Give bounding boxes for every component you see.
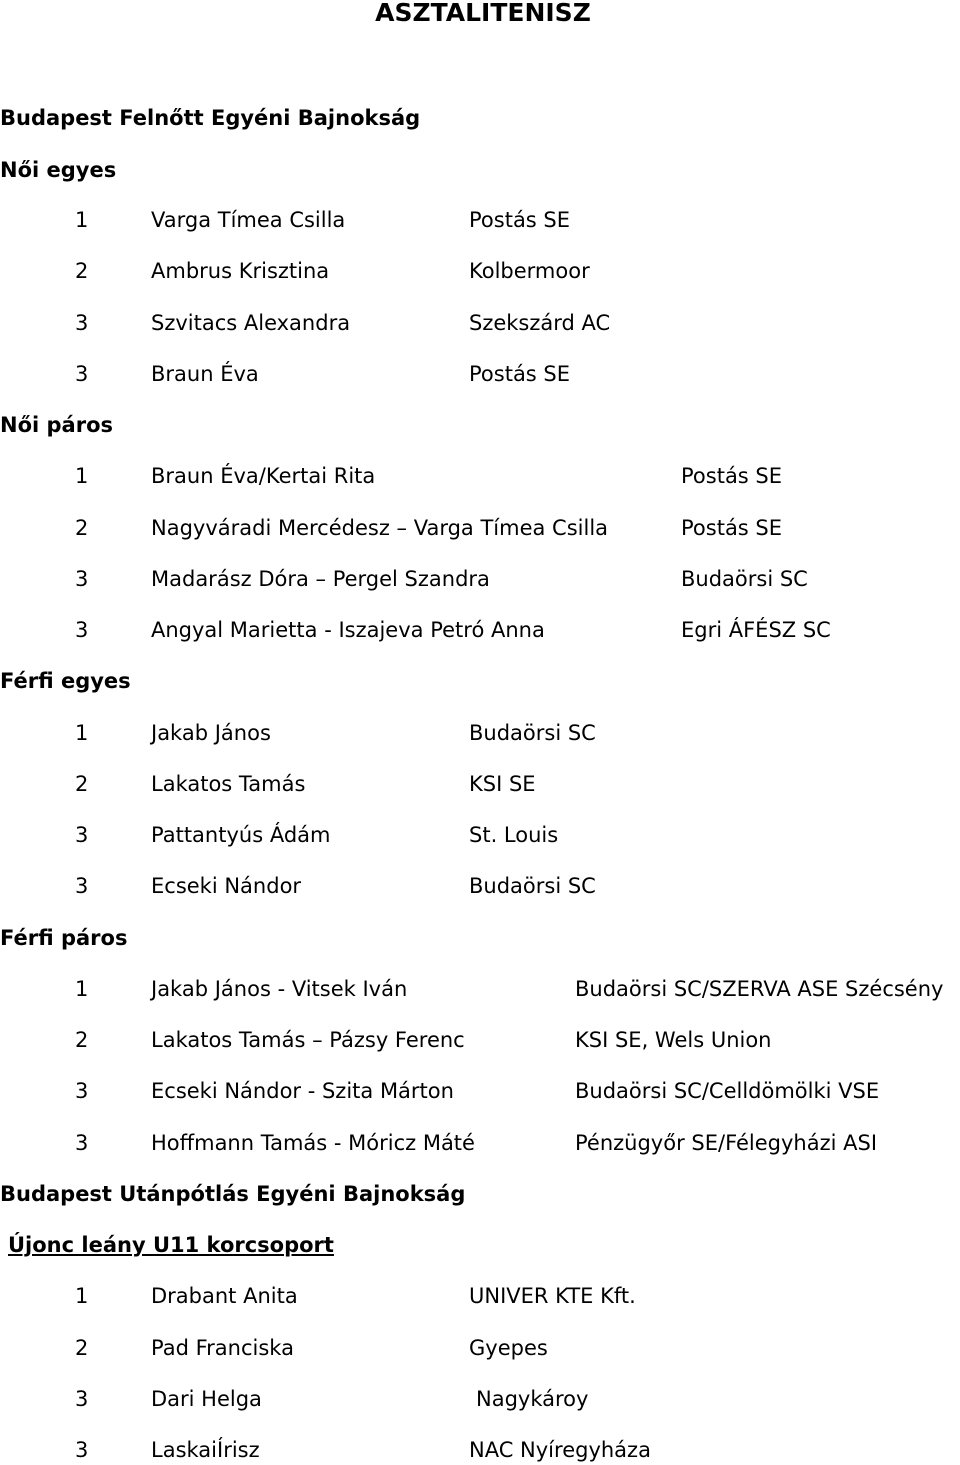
club-name: Budaörsi SC	[681, 567, 808, 591]
result-row	[0, 566, 960, 592]
rank: 2	[75, 516, 89, 540]
result-row	[0, 310, 960, 336]
club-name: KSI SE	[469, 772, 536, 796]
rank: 3	[75, 1438, 89, 1462]
player-name: Ambrus Krisztina	[151, 259, 330, 283]
club-name: Postás SE	[469, 208, 571, 232]
player-name: Nagyváradi Mercédesz – Varga Tímea Csilla	[151, 516, 609, 540]
player-name: Hoffmann Tamás - Móricz Máté	[151, 1131, 475, 1155]
group-heading-noi-egyes: Női egyes	[0, 158, 117, 182]
rank: 2	[75, 259, 89, 283]
document-title: ASZTALITENISZ	[375, 0, 591, 27]
club-name: Budaörsi SC	[469, 874, 596, 898]
club-name: Postás SE	[469, 362, 571, 386]
player-name: Drabant Anita	[151, 1284, 298, 1308]
result-row	[0, 1283, 960, 1309]
player-name: Angyal Marietta - Iszajeva Petró Anna	[151, 618, 545, 642]
section-heading-utanpotlas: Budapest Utánpótlás Egyéni Bajnokság	[0, 1182, 466, 1206]
rank: 3	[75, 823, 89, 847]
player-name: Varga Tímea Csilla	[151, 208, 346, 232]
club-name: Budaörsi SC	[469, 721, 596, 745]
club-name: Postás SE	[681, 464, 783, 488]
club-name: Kolbermoor	[469, 259, 590, 283]
player-name: Dari Helga	[151, 1387, 262, 1411]
result-row	[0, 873, 960, 899]
rank: 1	[75, 977, 89, 1001]
rank: 2	[75, 1336, 89, 1360]
result-row	[0, 207, 960, 233]
rank: 3	[75, 1079, 89, 1103]
result-row	[0, 1386, 960, 1412]
rank: 3	[75, 618, 89, 642]
club-name: UNIVER KTE Kft.	[469, 1284, 636, 1308]
club-name: Postás SE	[681, 516, 783, 540]
rank: 3	[75, 874, 89, 898]
rank: 1	[75, 208, 89, 232]
player-name: Braun Éva/Kertai Rita	[151, 464, 376, 488]
club-name: Budaörsi SC/SZERVA ASE Szécsény	[575, 977, 944, 1001]
player-name: Lakatos Tamás – Pázsy Ferenc	[151, 1028, 465, 1052]
result-row	[0, 976, 960, 1002]
player-name: Pattantyús Ádám	[151, 823, 331, 847]
club-name: Nagykároy	[476, 1387, 589, 1411]
section-heading-felnott: Budapest Felnőtt Egyéni Bajnokság	[0, 106, 421, 130]
rank: 3	[75, 1387, 89, 1411]
rank: 3	[75, 362, 89, 386]
player-name: Lakatos Tamás	[151, 772, 306, 796]
club-name: St. Louis	[469, 823, 559, 847]
club-name: NAC Nyíregyháza	[469, 1438, 651, 1462]
result-row	[0, 1437, 960, 1463]
player-name: Ecseki Nándor	[151, 874, 302, 898]
club-name: Pénzügyőr SE/Félegyházi ASI	[575, 1131, 878, 1155]
result-row	[0, 361, 960, 387]
player-name: Pad Franciska	[151, 1336, 294, 1360]
result-row	[0, 1078, 960, 1104]
result-row	[0, 1027, 960, 1053]
player-name: Madarász Dóra – Pergel Szandra	[151, 567, 490, 591]
rank: 3	[75, 567, 89, 591]
club-name: Budaörsi SC/Celldömölki VSE	[575, 1079, 880, 1103]
group-heading-ferfi-egyes: Férfi egyes	[0, 669, 131, 693]
player-name: Ecseki Nándor - Szita Márton	[151, 1079, 454, 1103]
result-row	[0, 720, 960, 746]
result-row	[0, 463, 960, 489]
group-heading-noi-paros: Női páros	[0, 413, 113, 437]
club-name: Egri ÁFÉSZ SC	[681, 618, 831, 642]
group-heading-ujonc-leany-u11: Újonc leány U11 korcsoport	[8, 1233, 334, 1257]
rank: 2	[75, 772, 89, 796]
player-name: Braun Éva	[151, 362, 259, 386]
player-name: Jakab János	[151, 721, 271, 745]
player-name: Jakab János - Vitsek Iván	[151, 977, 408, 1001]
club-name: Szekszárd AC	[469, 311, 611, 335]
player-name: Szvitacs Alexandra	[151, 311, 351, 335]
rank: 2	[75, 1028, 89, 1052]
result-row	[0, 617, 960, 643]
result-row	[0, 771, 960, 797]
club-name: Gyepes	[469, 1336, 548, 1360]
result-row	[0, 515, 960, 541]
rank: 1	[75, 464, 89, 488]
player-name: LaskaiÍrisz	[151, 1438, 260, 1462]
result-row	[0, 1130, 960, 1156]
result-row	[0, 1335, 960, 1361]
group-heading-ferfi-paros: Férfi páros	[0, 926, 128, 950]
rank: 3	[75, 311, 89, 335]
result-row	[0, 258, 960, 284]
club-name: KSI SE, Wels Union	[575, 1028, 772, 1052]
result-row	[0, 822, 960, 848]
rank: 3	[75, 1131, 89, 1155]
rank: 1	[75, 721, 89, 745]
rank: 1	[75, 1284, 89, 1308]
